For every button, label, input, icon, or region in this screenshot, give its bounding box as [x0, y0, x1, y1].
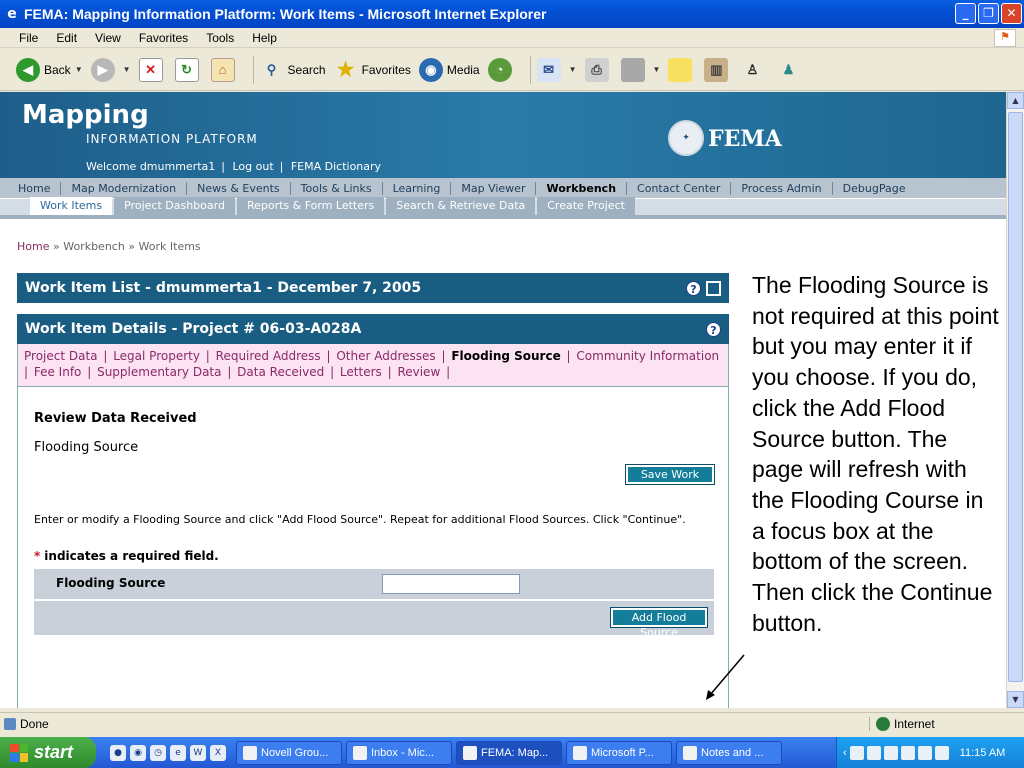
tray-expand-icon[interactable]: ‹ — [843, 746, 847, 759]
favorites-button[interactable] — [334, 58, 411, 82]
home-icon: ⌂ — [211, 58, 235, 82]
menu-tools[interactable]: Tools — [206, 30, 235, 45]
taskbar-item[interactable] — [676, 741, 782, 765]
flooding-source-input[interactable] — [382, 574, 520, 594]
save-work-button[interactable]: Save Work — [626, 465, 714, 484]
scroll-up-icon[interactable]: ▲ — [1007, 92, 1024, 109]
search-button[interactable] — [260, 58, 326, 82]
app-icon — [573, 746, 587, 760]
tray-app-icon[interactable] — [901, 746, 915, 760]
menu-bar — [0, 28, 1024, 48]
add-source-row — [34, 601, 714, 639]
nav-map-modernization[interactable]: Map Modernization — [61, 182, 187, 195]
security-zone — [870, 717, 935, 731]
tray-app-icon[interactable] — [935, 746, 949, 760]
scroll-thumb[interactable] — [1008, 112, 1023, 682]
refresh-icon: ↻ — [175, 58, 199, 82]
sub-nav — [0, 199, 1006, 219]
tab-other-addresses[interactable]: Other Addresses — [336, 349, 436, 363]
menu-edit[interactable]: Edit — [56, 30, 78, 45]
back-button[interactable] — [16, 58, 83, 82]
tab-project-dashboard[interactable]: Project Dashboard — [114, 197, 235, 215]
research-button[interactable] — [704, 58, 732, 82]
annotation-text: The Flooding Source is not required at this point but you may enter it if you choose. If you do, click the Add Flood Source button. The page will refresh with the Flooding Course in a focus box at the bottom of the screen. Then click the Continue button. — [752, 272, 999, 636]
fema-logo-text: FEMA — [708, 126, 782, 152]
print-button[interactable] — [585, 58, 613, 82]
breadcrumb — [17, 240, 201, 253]
nav-debugpage[interactable]: DebugPage — [842, 181, 906, 195]
main-nav — [0, 178, 1006, 198]
browser-toolbar — [0, 49, 1024, 91]
media-globe-icon: ◉ — [419, 58, 443, 82]
menu-favorites[interactable]: Favorites — [138, 30, 189, 45]
nav-learning[interactable]: Learning — [383, 182, 452, 195]
section-title: Review Data Received — [34, 411, 197, 426]
welcome-text: Welcome dmummerta1 — [86, 160, 216, 173]
app-icon — [683, 746, 697, 760]
toolbar-separator — [253, 56, 254, 84]
nav-tools-links[interactable]: Tools & Links — [291, 182, 383, 195]
breadcrumb-home[interactable]: Home — [17, 240, 50, 253]
brand-title: Mapping — [22, 100, 149, 130]
windows-flag-icon — [10, 744, 28, 762]
person-icon: ♙ — [746, 61, 759, 77]
menu-file[interactable]: File — [19, 30, 39, 45]
site-banner — [0, 92, 1006, 178]
tab-work-items[interactable]: Work Items — [30, 197, 112, 215]
work-item-details-title: Work Item Details - Project # 06-03-A028A — [25, 321, 362, 337]
printer-icon: ⎙ — [585, 58, 609, 82]
work-item-details-header — [17, 314, 729, 344]
favorites-label: Favorites — [361, 62, 411, 77]
back-label: Back — [44, 62, 71, 77]
annotation-arrow — [700, 652, 750, 702]
details-body — [17, 387, 729, 708]
window-title-bar — [0, 0, 1024, 28]
nav-contact-center[interactable]: Contact Center — [627, 182, 731, 195]
research-icon: ▥ — [704, 58, 728, 82]
tab-community-information[interactable]: Community Information — [576, 349, 720, 363]
tab-required-address[interactable]: Required Address — [215, 349, 321, 363]
note-icon — [668, 58, 692, 82]
dictionary-link[interactable]: FEMA Dictionary — [290, 160, 382, 173]
app-icon — [463, 746, 477, 760]
internet-globe-icon — [876, 717, 890, 731]
people-icon: ♟ — [782, 61, 795, 77]
forward-dropdown-icon[interactable]: ▼ — [122, 65, 131, 74]
nav-workbench[interactable]: Workbench — [536, 182, 627, 195]
work-item-list-header — [17, 273, 729, 303]
tab-project-data[interactable]: Project Data — [24, 349, 98, 363]
search-icon: ⚲ — [266, 61, 277, 77]
edit-icon — [621, 58, 645, 82]
system-tray — [836, 737, 1024, 768]
help-icon[interactable]: ? — [686, 281, 701, 296]
taskbar-item[interactable] — [566, 741, 672, 765]
quicklaunch-ie-icon[interactable]: e — [170, 745, 186, 761]
tab-fee-info[interactable]: Fee Info — [33, 365, 82, 379]
logout-link[interactable]: Log out — [232, 160, 274, 173]
discuss-button[interactable] — [668, 58, 696, 82]
taskbar-item-label: Inbox - Mic... — [371, 746, 434, 759]
tray-network-icon[interactable] — [867, 746, 881, 760]
history-icon: ◔ — [488, 58, 512, 82]
nav-map-viewer[interactable]: Map Viewer — [451, 182, 536, 195]
required-star: * — [34, 549, 41, 563]
window-controls — [955, 3, 1022, 24]
tray-app-icon[interactable] — [884, 746, 898, 760]
tab-letters[interactable]: Letters — [339, 365, 382, 379]
help-icon[interactable]: ? — [706, 322, 721, 337]
start-button[interactable] — [0, 737, 96, 768]
tab-data-received[interactable]: Data Received — [237, 365, 325, 379]
tab-legal-property[interactable]: Legal Property — [113, 349, 200, 363]
required-note-text: indicates a required field. — [44, 549, 219, 563]
mail-icon: ✉ — [537, 58, 561, 82]
quicklaunch-word-icon[interactable]: W — [190, 745, 206, 761]
start-label: start — [34, 742, 74, 762]
refresh-button[interactable] — [175, 58, 203, 82]
zone-text: Internet — [894, 716, 935, 731]
add-flood-source-button[interactable]: Add Flood Source — [611, 608, 707, 627]
app-icon — [243, 746, 257, 760]
instructions-text: Enter or modify a Flooding Source and click "Add Flood Source". Repeat for additional Flood Sources. Click "Continue". — [34, 513, 686, 526]
tray-app-icon[interactable] — [850, 746, 864, 760]
quicklaunch-excel-icon[interactable]: X — [210, 745, 226, 761]
work-item-list-title: Work Item List - dmummerta1 - December 7, 2005 — [25, 280, 422, 296]
quick-launch — [110, 745, 226, 761]
media-label: Media — [446, 62, 480, 77]
page-icon — [4, 718, 16, 730]
required-note — [34, 549, 219, 563]
brand-subtitle: INFORMATION PLATFORM — [86, 132, 258, 146]
nav-home[interactable]: Home — [8, 182, 61, 195]
contacts-button[interactable] — [776, 58, 804, 82]
close-button[interactable]: ✕ — [1001, 3, 1022, 24]
taskbar — [0, 737, 1024, 768]
windows-logo-icon: ⚑ — [994, 29, 1016, 47]
taskbar-item[interactable] — [236, 741, 342, 765]
welcome-bar: Welcome dmummerta1 | Log out | FEMA Dictionary — [86, 160, 382, 173]
quicklaunch-app-icon[interactable]: ● — [110, 745, 126, 761]
mail-dropdown-icon[interactable]: ▼ — [568, 65, 577, 74]
clock: 11:15 AM — [959, 746, 1006, 759]
app-icon — [353, 746, 367, 760]
tab-review[interactable]: Review — [397, 365, 441, 379]
taskbar-item-label: Microsoft P... — [591, 746, 654, 759]
tab-supplementary-data[interactable]: Supplementary Data — [97, 365, 222, 379]
taskbar-item-label: Notes and ... — [701, 746, 764, 759]
quicklaunch-app-icon[interactable]: ◷ — [150, 745, 166, 761]
scroll-down-icon[interactable]: ▼ — [1007, 691, 1024, 708]
tab-flooding-source[interactable]: Flooding Source — [451, 349, 561, 363]
status-text: Done — [20, 716, 49, 731]
forward-button[interactable] — [91, 58, 131, 82]
menu-view[interactable]: View — [95, 30, 121, 45]
minimize-button[interactable]: _ — [955, 3, 976, 24]
details-tab-bar: Project Data | Legal Property | Required Address | Other Addresses | Flooding Source | Community Information | Fee Info | Supplementary Data | Data Received | Letters | Review | — [17, 344, 729, 387]
stop-icon: ✕ — [139, 58, 163, 82]
star-icon: ★ — [336, 59, 355, 81]
flooding-source-row — [34, 569, 714, 599]
popout-window-icon[interactable] — [706, 281, 721, 296]
restore-button[interactable]: ❐ — [978, 3, 999, 24]
nav-news-events[interactable]: News & Events — [187, 182, 291, 195]
taskbar-item[interactable] — [346, 741, 452, 765]
edit-button[interactable] — [621, 58, 661, 82]
section-label: Flooding Source — [34, 440, 139, 455]
menu-help[interactable]: Help — [252, 30, 277, 45]
media-button[interactable] — [419, 58, 480, 82]
window-title: FEMA: Mapping Information Platform: Work Items - Microsoft Internet Explorer — [24, 6, 547, 22]
status-left — [0, 717, 870, 731]
tray-app-icon[interactable] — [918, 746, 932, 760]
mail-button[interactable] — [537, 58, 577, 82]
taskbar-item[interactable] — [456, 741, 562, 765]
status-bar — [0, 712, 1024, 734]
tab-create-project[interactable]: Create Project — [537, 197, 635, 215]
edit-dropdown-icon[interactable]: ▼ — [652, 65, 661, 74]
nav-process-admin[interactable]: Process Admin — [731, 182, 832, 195]
toolbar-separator — [530, 56, 531, 84]
history-button[interactable] — [488, 58, 516, 82]
quicklaunch-app-icon[interactable]: ◉ — [130, 745, 146, 761]
tab-reports-form-letters[interactable]: Reports & Form Letters — [237, 197, 384, 215]
breadcrumb-trail: » Workbench » Work Items — [52, 240, 201, 253]
browser-content — [0, 92, 1006, 708]
fema-seal-icon: ✦ — [668, 120, 704, 156]
taskbar-item-label: Novell Grou... — [261, 746, 329, 759]
forward-arrow-icon: ▶ — [91, 58, 115, 82]
flooding-source-label: Flooding Source — [56, 576, 166, 590]
vertical-scrollbar[interactable] — [1006, 92, 1024, 708]
back-arrow-icon: ◀ — [16, 58, 40, 82]
home-button[interactable] — [211, 58, 239, 82]
search-label: Search — [287, 62, 326, 77]
taskbar-item-label: FEMA: Map... — [481, 746, 549, 759]
tab-search-retrieve-data[interactable]: Search & Retrieve Data — [386, 197, 535, 215]
back-dropdown-icon[interactable]: ▼ — [74, 65, 83, 74]
messenger-button[interactable] — [740, 58, 768, 82]
ie-logo-icon: e — [7, 6, 17, 22]
stop-button[interactable] — [139, 58, 167, 82]
